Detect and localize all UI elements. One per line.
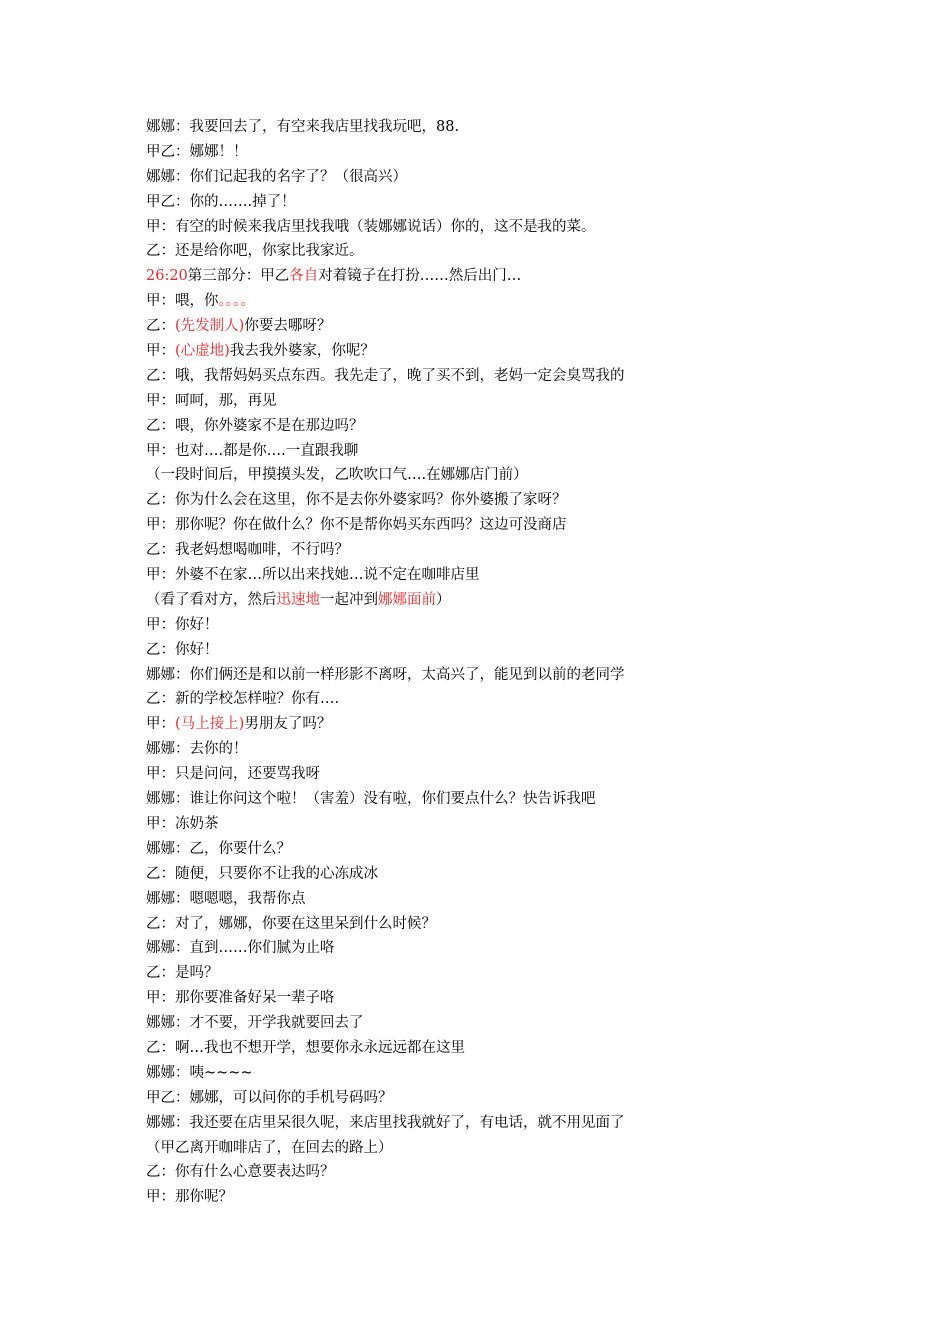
dialogue-line	[146, 663, 746, 688]
dialogue-line	[146, 687, 746, 712]
line-text: 乙：我老妈想喝咖啡，不行吗？	[146, 542, 349, 559]
line-text: 娜娜：才不要，开学我就要回去了	[146, 1015, 364, 1032]
line-text: 乙：喂，你外婆家不是在那边吗？	[146, 417, 364, 434]
highlighted-text: (心虚地)	[175, 343, 230, 360]
line-text: 娜娜：乙，你要什么？	[146, 840, 291, 857]
dialogue-line	[146, 912, 746, 937]
dialogue-line	[146, 190, 746, 215]
dialogue-line	[146, 215, 746, 240]
line-text: 甲：喂，你	[146, 293, 219, 310]
highlighted-text: 迅速地	[276, 591, 320, 608]
line-text: 甲乙：你的…….	[146, 193, 253, 210]
dialogue-line	[146, 414, 746, 439]
line-text: 乙：新的学校怎样啦？你有….	[146, 691, 340, 708]
dialogue-line	[146, 588, 746, 613]
dialogue-line	[146, 563, 746, 588]
line-text: 甲：只是问问，还要骂我呀	[146, 766, 320, 783]
highlighted-text: (马上接上)	[175, 716, 245, 733]
line-text: 娜娜：我要回去了，有空来我店里找我玩吧，88.	[146, 119, 460, 135]
line-text: 甲：你好！	[146, 616, 219, 633]
line-text: 乙：你为什么会在这里，你不是去你外婆家吗？你外婆搬了家呀？	[146, 492, 567, 509]
line-text: 乙：啊…我也不想开学，想要你永永远远都在这里	[146, 1039, 465, 1056]
dialogue-line	[146, 986, 746, 1011]
line-text: 甲：那你要准备好呆一辈子咯	[146, 990, 335, 1007]
line-text: 娜娜：直到……你们腻为止咯	[146, 940, 335, 957]
line-text: 甲：也对….都是你….一直跟我聊	[146, 442, 359, 459]
dialogue-line	[146, 737, 746, 762]
dialogue-line	[146, 862, 746, 887]
dialogue-line	[146, 538, 746, 563]
highlighted-text: 各自	[289, 268, 319, 285]
line-text: （看了看对方，然后	[146, 591, 277, 608]
line-text: 男朋友了吗？	[244, 716, 332, 733]
line-text: 乙：对了，娜娜，你要在这里呆到什么时候？	[146, 915, 436, 932]
line-text: 娜娜：咦~~~~	[146, 1064, 253, 1081]
script-text-body	[146, 115, 746, 1210]
line-text: 我去我外婆家，你呢？	[229, 343, 375, 360]
dialogue-line	[146, 787, 746, 812]
dialogue-line	[146, 712, 746, 737]
dialogue-line	[146, 1036, 746, 1061]
line-text: 你要去哪呀？	[244, 318, 332, 335]
dialogue-line	[146, 837, 746, 862]
line-text: 甲：呵呵，那，再见	[146, 392, 277, 409]
line-text: 乙：你好！	[146, 641, 219, 658]
highlighted-text: 娜娜面前	[378, 591, 436, 608]
line-text: 娜娜：去你的！	[146, 741, 248, 758]
highlighted-text: 26:20	[146, 268, 188, 285]
line-text: 乙：还是给你吧，你家比我家近。	[146, 243, 364, 260]
line-text: 甲：	[146, 343, 175, 360]
line-text: 对着镜子在打扮……然后出门…	[318, 268, 522, 285]
line-text: 娜娜：你们俩还是和以前一样形影不离呀，太高兴了，能见到以前的老同学	[146, 666, 625, 683]
highlighted-text: (先发制人)	[175, 318, 245, 335]
dialogue-line	[146, 239, 746, 264]
line-text: （甲乙离开咖啡店了，在回去的路上）	[146, 1139, 393, 1156]
highlighted-text: 。。。。	[218, 293, 255, 310]
line-text: 一起冲到	[320, 591, 378, 608]
dialogue-line	[146, 140, 746, 165]
line-text: 甲：有空的时候来我店里找我哦（装娜娜说话）你的，这不是我的菜。	[146, 218, 596, 235]
dialogue-line	[146, 1136, 746, 1161]
line-text: 甲：外婆不在家…所以出来找她…说不定在咖啡店里	[146, 567, 480, 584]
line-text: 掉了！	[252, 193, 296, 210]
line-text: 甲：冻奶茶	[146, 815, 219, 832]
line-text: 甲乙：娜娜！！	[146, 143, 248, 160]
dialogue-line	[146, 638, 746, 663]
line-text: 乙：随便，只要你不让我的心冻成冰	[146, 865, 378, 882]
dialogue-line	[146, 762, 746, 787]
dialogue-line	[146, 389, 746, 414]
dialogue-line	[146, 314, 746, 339]
dialogue-line	[146, 439, 746, 464]
line-text: 娜娜：我还要在店里呆很久呢，来店里找我就好了，有电话，就不用见面了	[146, 1114, 625, 1131]
dialogue-line	[146, 887, 746, 912]
line-text: 娜娜：嗯嗯嗯，我帮你点	[146, 890, 306, 907]
dialogue-line	[146, 488, 746, 513]
line-text: （一段时间后，甲摸摸头发，乙吹吹口气….在娜娜店门前）	[146, 467, 528, 484]
dialogue-line	[146, 115, 746, 140]
dialogue-line	[146, 936, 746, 961]
dialogue-line	[146, 812, 746, 837]
line-text: 甲：那你呢？你在做什么？你不是帮你妈买东西吗？这边可没商店	[146, 517, 567, 534]
dialogue-line	[146, 289, 746, 314]
line-text: 甲：那你呢？	[146, 1189, 233, 1206]
dialogue-line	[146, 613, 746, 638]
dialogue-line	[146, 165, 746, 190]
dialogue-line	[146, 364, 746, 389]
line-text: 乙：你有什么心意要表达吗？	[146, 1164, 335, 1181]
dialogue-line	[146, 463, 746, 488]
line-text: ）	[436, 591, 451, 608]
line-text: 乙：是吗？	[146, 965, 219, 982]
dialogue-line	[146, 1011, 746, 1036]
line-text: 第三部分：甲乙	[187, 268, 290, 285]
line-text: 甲乙：娜娜，可以问你的手机号码吗？	[146, 1089, 393, 1106]
dialogue-line	[146, 961, 746, 986]
dialogue-line	[146, 1086, 746, 1111]
line-text: 娜娜：谁让你问这个啦！（害羞）没有啦，你们要点什么？快告诉我吧	[146, 791, 596, 808]
dialogue-line	[146, 1111, 746, 1136]
line-text: 乙：	[146, 318, 175, 335]
dialogue-line	[146, 339, 746, 364]
dialogue-line	[146, 513, 746, 538]
line-text: 甲：	[146, 716, 175, 733]
dialogue-line	[146, 1185, 746, 1210]
dialogue-line	[146, 264, 746, 289]
dialogue-line	[146, 1061, 746, 1086]
line-text: 娜娜：你们记起我的名字了？（很高兴）	[146, 168, 407, 185]
dialogue-line	[146, 1160, 746, 1185]
line-text: 乙：哦，我帮妈妈买点东西。我先走了，晚了买不到，老妈一定会臭骂我的	[146, 367, 625, 384]
